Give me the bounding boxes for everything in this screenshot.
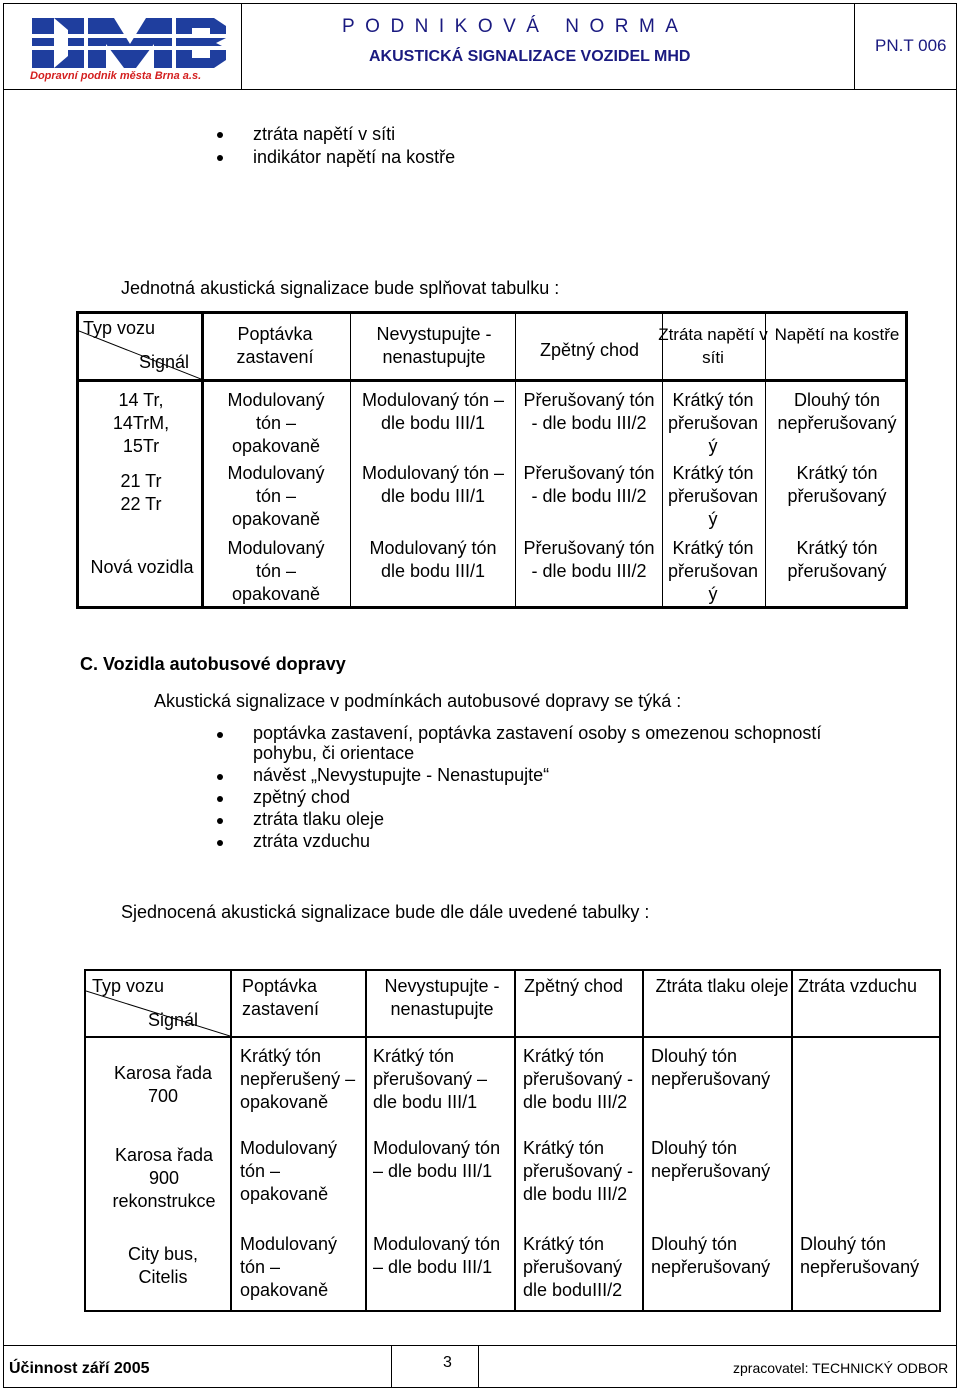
header-signal: Signál — [139, 352, 190, 372]
table-cell: Přerušovaný tón - dle bodu III/2 — [523, 538, 655, 581]
signal-table-bus — [84, 969, 941, 1312]
table-cell: Nová vozidla — [90, 557, 194, 577]
table-cell: Karosa řada 700 — [113, 1063, 213, 1106]
header-typ: Typ vozu — [92, 976, 165, 996]
table-cell: 21 Tr 22 Tr — [120, 471, 162, 514]
signal-table-trolleybus — [76, 311, 908, 609]
table-cell: Dlouhý tón nepřerušovaný — [651, 1046, 771, 1089]
table-cell: Krátký tón přerušovaný — [787, 463, 887, 506]
bullet-list-c — [215, 723, 835, 853]
table-cell: Přerušovaný tón - dle bodu III/2 — [523, 463, 655, 506]
doc-title: PODNIKOVÁ NORMA — [342, 16, 689, 37]
header-col: Ztráta vzduchu — [798, 976, 918, 996]
header-col: Nevystupujte - nenastupujte — [376, 324, 492, 367]
table-cell: Dlouhý tón nepřerušovaný — [777, 390, 897, 433]
list-item: ztráta tlaku oleje — [215, 809, 835, 829]
list-item: poptávka zastavení, poptávka zastavení osoby s omezenou schopností pohybu, či orientace — [215, 723, 835, 763]
table-cell: Krátký tón přerušovan ý — [667, 390, 759, 456]
table-cell: Dlouhý tón nepřerušovaný — [651, 1138, 771, 1181]
logo-caption: Dopravní podnik města Brna a.s. — [30, 70, 202, 82]
table-cell: Krátký tón přerušovan ý — [667, 463, 759, 529]
table-cell: Modulovaný tón – opakovaně — [227, 390, 325, 456]
table-cell: Dlouhý tón nepřerušovaný — [800, 1234, 920, 1277]
header-col: Ztráta napětí v síti — [658, 325, 768, 367]
table-cell: Modulovaný tón dle bodu III/1 — [369, 538, 497, 581]
table-cell: Modulovaný tón – dle bodu III/1 — [373, 1234, 501, 1277]
header-title-block — [242, 4, 854, 90]
list-item: indikátor napětí na kostře — [215, 146, 455, 169]
table-cell: Krátký tón přerušovaný - dle bodu III/2 — [523, 1138, 634, 1204]
company-logo — [4, 4, 242, 90]
table-cell: Krátký tón přerušovaný — [787, 538, 887, 581]
header-col: Zpětný chod — [524, 976, 624, 996]
header-col: Ztráta tlaku oleje — [655, 976, 789, 996]
header-typ: Typ vozu — [83, 318, 156, 338]
header-col: Napětí na kostře — [774, 325, 900, 344]
doc-subtitle: AKUSTICKÁ SIGNALIZACE VOZIDEL MHD — [369, 48, 691, 65]
table-cell: Krátký tón přerušovan ý — [667, 538, 759, 604]
table-cell: Modulovaný tón – opakovaně — [227, 538, 325, 604]
header-code-block — [854, 4, 956, 90]
table-cell: City bus, Citelis — [127, 1244, 199, 1287]
header-col: Poptávka zastavení — [236, 324, 314, 367]
footer-effective: Účinnost září 2005 — [9, 1360, 150, 1377]
list-item: ztráta vzduchu — [215, 831, 835, 851]
paragraph: Jednotná akustická signalizace bude splňovat tabulku : — [121, 278, 560, 298]
list-item: zpětný chod — [215, 787, 835, 807]
footer-author: zpracovatel: TECHNICKÝ ODBOR — [733, 1360, 949, 1376]
list-item: ztráta napětí v síti — [215, 123, 455, 146]
header-col: Poptávka zastavení — [242, 976, 320, 1019]
table-cell: Modulovaný tón – opakovaně — [227, 463, 325, 529]
page-number: 3 — [443, 1354, 452, 1371]
table-cell: Krátký tón přerušovaný dle boduIII/2 — [523, 1234, 623, 1300]
table-cell: Modulovaný tón – dle bodu III/1 — [361, 390, 505, 433]
table-cell: 14 Tr, 14TrM, 15Tr — [112, 390, 170, 456]
table-cell: Modulovaný tón – dle bodu III/1 — [373, 1138, 501, 1181]
paragraph: Sjednocená akustická signalizace bude dle dále uvedené tabulky : — [121, 902, 650, 922]
table-cell: Dlouhý tón nepřerušovaný — [651, 1234, 771, 1277]
table-cell: Krátký tón přerušovaný – dle bodu III/1 — [373, 1046, 488, 1112]
table-cell: Modulovaný tón – opakovaně — [240, 1234, 338, 1300]
list-item: návěst „Nevystupujte - Nenastupujte“ — [215, 765, 835, 785]
header-col: Zpětný chod — [539, 340, 640, 360]
table-cell: Krátký tón nepřerušený – opakovaně — [240, 1046, 356, 1112]
section-heading: C. Vozidla autobusové dopravy — [80, 654, 346, 674]
bullet-list-top — [215, 123, 455, 169]
table-cell: Modulovaný tón – dle bodu III/1 — [361, 463, 505, 506]
doc-code: PN.T 006 — [875, 36, 947, 55]
table-cell: Modulovaný tón – opakovaně — [240, 1138, 338, 1204]
table-cell: Přerušovaný tón - dle bodu III/2 — [523, 390, 655, 433]
header-signal: Signál — [148, 1010, 199, 1030]
table-cell: Karosa řada 900 rekonstrukce — [112, 1145, 216, 1211]
table-cell: Krátký tón přerušovaný - dle bodu III/2 — [523, 1046, 634, 1112]
page-footer — [3, 1345, 957, 1388]
paragraph: Akustická signalizace v podmínkách autobusové dopravy se týká : — [154, 691, 682, 711]
header-col: Nevystupujte - nenastupujte — [384, 976, 500, 1019]
